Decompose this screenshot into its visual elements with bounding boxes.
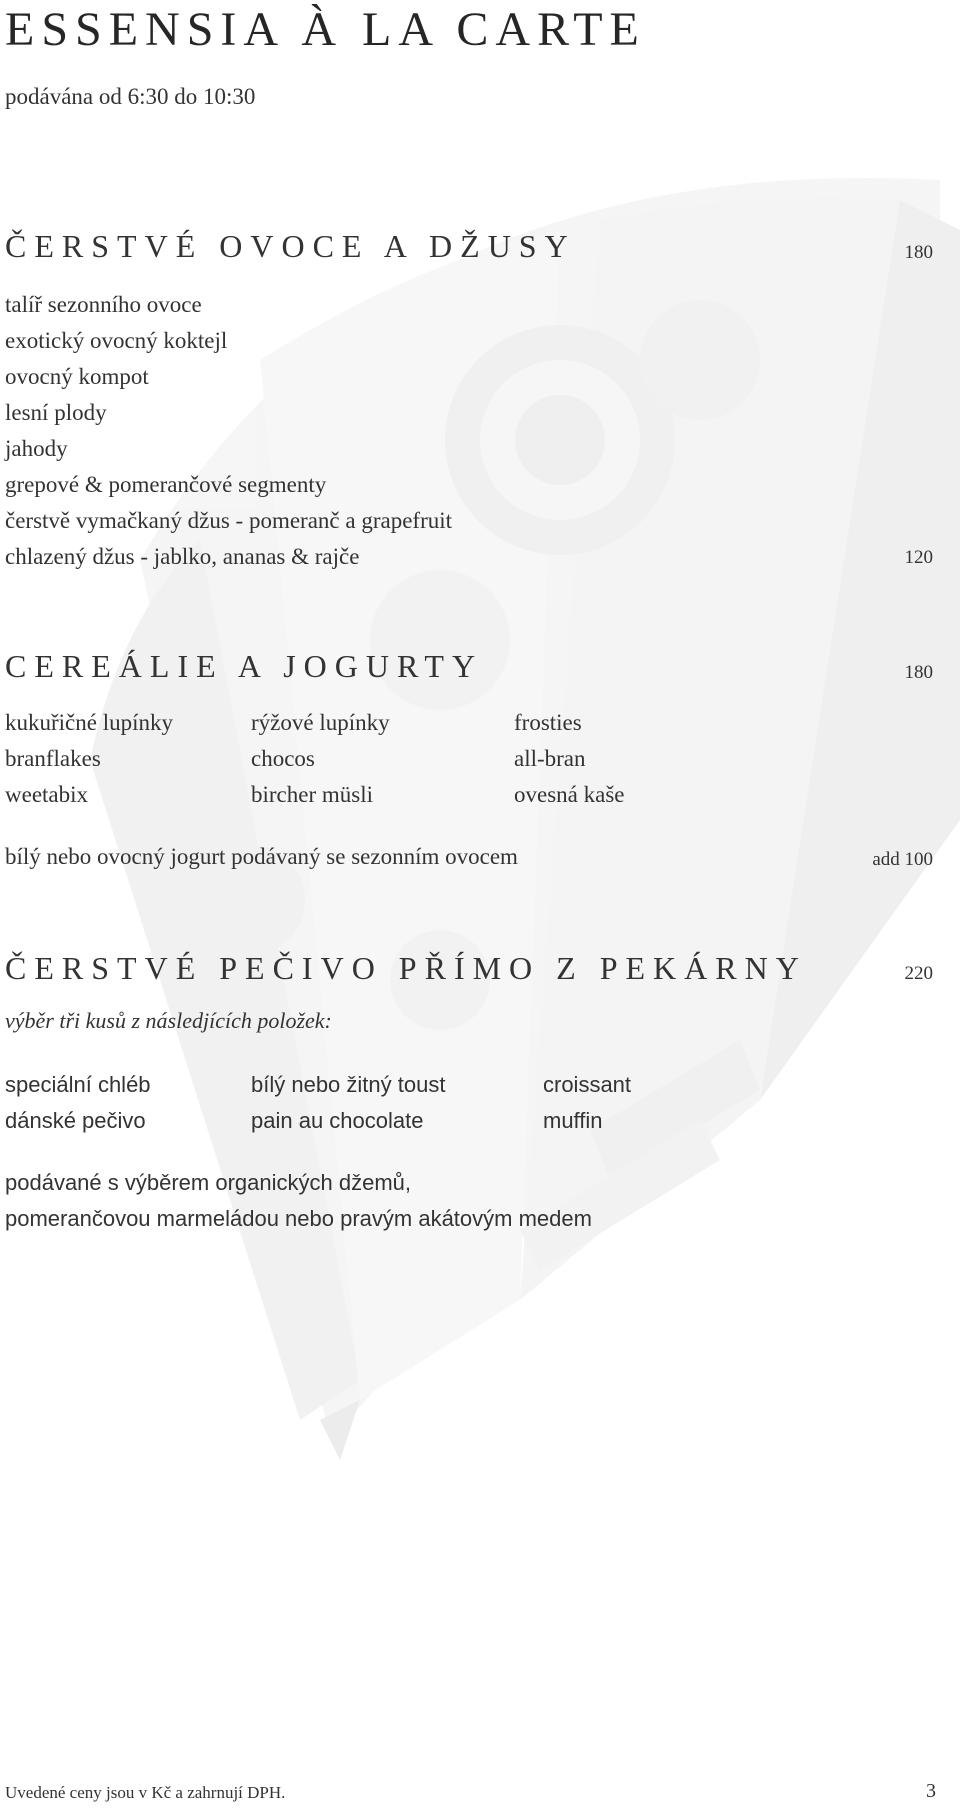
fruit-list xyxy=(5,287,452,575)
list-item: ovocný kompot xyxy=(5,364,149,389)
list-item: talíř sezonního ovoce xyxy=(5,292,202,317)
bakery-served-line-2: pomerančovou marmeládou nebo pravým akátovým medem xyxy=(5,1206,592,1231)
price-yogurt: add 100 xyxy=(872,849,933,870)
bakery-item: speciální chléb xyxy=(5,1072,151,1097)
cereal-item: chocos xyxy=(251,746,315,771)
list-item: exotický ovocný koktejl xyxy=(5,328,228,353)
section-heading-bakery: ČERSTVÉ PEČIVO PŘÍMO Z PEKÁRNY xyxy=(5,950,807,986)
serving-hours: podávána od 6:30 do 10:30 xyxy=(5,84,256,109)
cereal-item: weetabix xyxy=(5,782,89,807)
bakery-item: dánské pečivo xyxy=(5,1108,146,1133)
yogurt-note: bílý nebo ovocný jogurt podávaný se sezonním ovocem xyxy=(5,844,518,869)
price-cereals: 180 xyxy=(904,662,933,683)
bakery-instruction: výběr tři kusů z následjících položek: xyxy=(5,1008,332,1033)
bakery-served-line-1: podávané s výběrem organických džemů, xyxy=(5,1170,411,1195)
list-item: čerstvě vymačkaný džus - pomeranč a grapefruit xyxy=(5,508,453,533)
bakery-item: pain au chocolate xyxy=(251,1108,424,1133)
cereal-item: bircher müsli xyxy=(251,782,373,807)
price-fruit: 180 xyxy=(904,242,933,263)
section-heading-cereals: CEREÁLIE A JOGURTY xyxy=(5,648,484,684)
cereal-item: ovesná kaše xyxy=(514,782,625,807)
price-juice: 120 xyxy=(904,547,933,568)
page-title: ESSENSIA À LA CARTE xyxy=(5,3,646,56)
bakery-item: muffin xyxy=(543,1108,603,1133)
cereal-item: rýžové lupínky xyxy=(251,710,390,735)
price-footnote: Uvedené ceny jsou v Kč a zahrnují DPH. xyxy=(5,1783,286,1802)
cereal-item: kukuřičné lupínky xyxy=(5,710,173,735)
cereal-item: frosties xyxy=(514,710,582,735)
bakery-item: bílý nebo žitný toust xyxy=(251,1072,446,1097)
list-item: chlazený džus - jablko, ananas & rajče xyxy=(5,544,360,569)
list-item: grepové & pomerančové segmenty xyxy=(5,472,327,497)
cereal-item: branflakes xyxy=(5,746,101,771)
price-bakery: 220 xyxy=(904,963,933,984)
page-number: 3 xyxy=(926,1780,936,1802)
section-heading-fruit: ČERSTVÉ OVOCE A DŽUSY xyxy=(5,228,576,264)
list-item: lesní plody xyxy=(5,400,107,425)
cereal-item: all-bran xyxy=(514,746,586,771)
bakery-item: croissant xyxy=(543,1072,632,1097)
list-item: jahody xyxy=(5,436,68,461)
